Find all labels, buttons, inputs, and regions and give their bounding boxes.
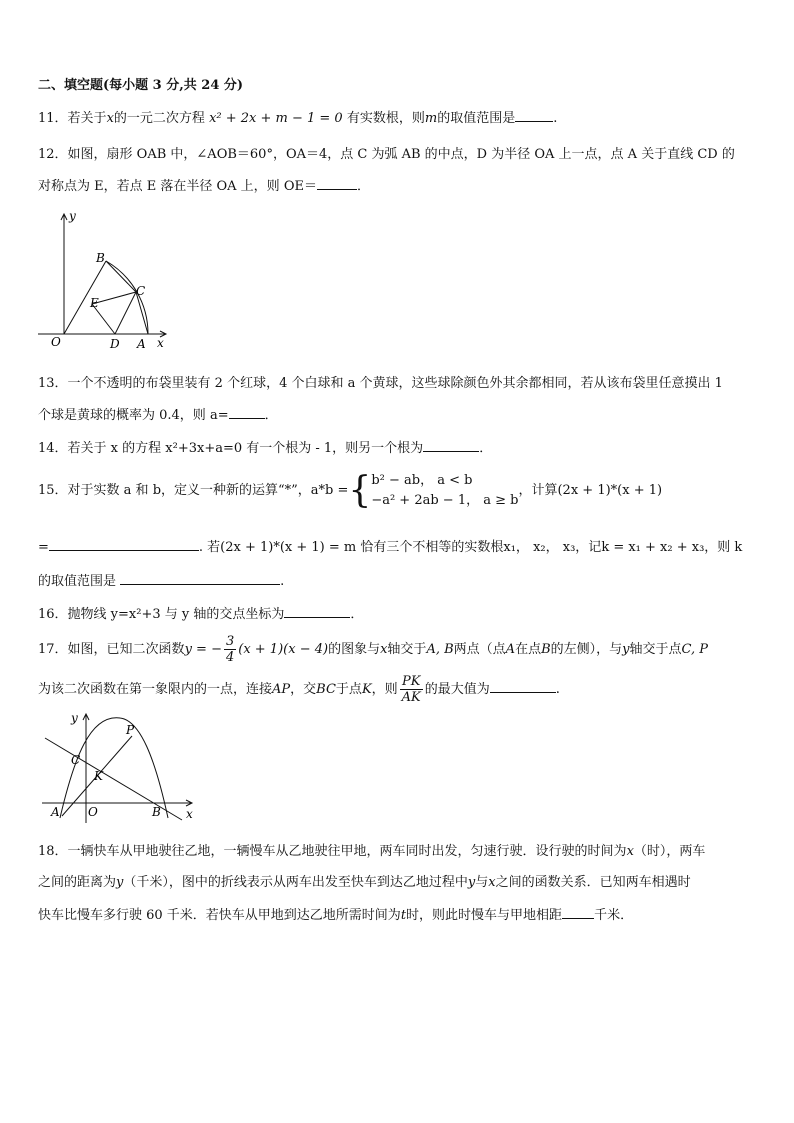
question-16: 16．抛物线 y=x²+3 与 y 轴的交点坐标为 ． (38, 603, 363, 625)
answer-blank-14[interactable] (423, 437, 479, 452)
segment-cd (115, 292, 136, 334)
question-13-line2: 个球是黄球的概率为 0.4，则 a= ． (38, 404, 278, 426)
question-18-line3: 快车比慢车多行驶 60 千米．若快车从甲地到达乙地所需时间为t时，则此时慢车与甲地相距 千米． (38, 904, 633, 926)
label-c: C (71, 753, 81, 767)
label-e: E (90, 296, 99, 310)
question-12-line2: 对称点为 E，若点 E 落在半径 OA 上，则 OE＝ ． (38, 175, 370, 197)
segment-bc (106, 261, 136, 292)
question-14: 14．若关于 x 的方程 x²+3x+a=0 有一个根为 - 1，则另一个根为 ． (38, 437, 492, 459)
label-d: D (110, 337, 120, 351)
answer-blank-13[interactable] (229, 404, 265, 419)
answer-blank-12[interactable] (317, 175, 357, 190)
label-y: y (69, 209, 76, 223)
section-title: 二、填空题(每小题 3 分,共 24 分) (38, 78, 244, 93)
label-o: O (51, 335, 61, 349)
figure-sector (36, 206, 176, 356)
answer-blank-16[interactable] (284, 603, 350, 618)
question-17-line2: 为该二次函数在第一象限内的一点，连接AP，交BC于点K，则 $\frac{PK}{AK}$ 的最大值为 . (38, 674, 560, 705)
question-15: 15．对于实数 a 和 b，定义一种新的运算“*”，a*b ={ b² − ab， a < b −a² + 2ab − 1， a ≥ b ，计算(2x + 1)*(x + 1) (38, 469, 663, 511)
label-o: O (88, 805, 98, 819)
line-bc (45, 738, 182, 820)
case-brace: { (348, 469, 372, 511)
radius-ob (64, 261, 106, 334)
question-13: 13．一个不透明的布袋里装有 2 个红球，4 个白球和 a 个黄球，这些球除颜色外其余都相同，若从该布袋里任意摸出 1 (38, 376, 723, 391)
answer-blank-15b[interactable] (120, 570, 280, 585)
question-12: 12．如图，扇形 OAB 中，∠AOB＝60°，OA＝4，点 C 为弧 AB 的中点，D 为半径 OA 上一点，点 A 关于直线 CD 的 (38, 147, 735, 162)
q11-equation: x² + 2x + m − 1 = 0 (209, 111, 343, 126)
label-x: x (157, 336, 164, 350)
question-18: 18．一辆快车从甲地驶往乙地，一辆慢车从乙地驶往甲地，两车同时出发，匀速行驶．设行驶的时间为x（时），两车 (38, 844, 706, 859)
answer-blank-18[interactable] (562, 904, 594, 919)
segment-ca (136, 292, 148, 334)
question-15-line2: = . 若(2x + 1)*(x + 1) = m 恰有三个不相等的实数根x₁， x₂， x₃，记k = x₁ + x₂ + x₃，则 k (38, 536, 742, 558)
label-y: y (71, 711, 78, 725)
label-k: K (94, 769, 103, 783)
label-x: x (186, 807, 193, 821)
label-p: P (126, 723, 135, 737)
question-18-line2: 之间的距离为y（千米），图中的折线表示从两车出发至快车到达乙地过程中y与x之间的函数关系．已知两车相遇时 (38, 875, 691, 890)
answer-blank-17[interactable] (490, 678, 556, 693)
case-definition: b² − ab， a < b −a² + 2ab − 1， a ≥ b (371, 472, 519, 508)
answer-blank-11[interactable] (515, 107, 553, 122)
fraction-pk-ak: $\frac{PK}{AK}$ (401, 674, 421, 705)
label-b: B (96, 251, 105, 265)
label-a: A (51, 805, 60, 819)
label-a: A (137, 337, 146, 351)
figure-parabola (40, 708, 200, 830)
answer-blank-15a[interactable] (49, 536, 199, 551)
label-b: B (152, 805, 161, 819)
label-c: C (136, 284, 146, 298)
fraction-3-4: $\frac{3}{4}$ (225, 634, 235, 665)
question-17: 17．如图，已知二次函数y = − $\frac{3}{4}$ (x + 1)(x − 4)的图象与x轴交于A, B两点（点A在点B的左侧），与y轴交于点C, P (38, 634, 709, 665)
question-15-line3: 的取值范围是 . (38, 570, 284, 592)
q15-expression: (2x + 1)*(x + 1) (557, 483, 663, 498)
question-11: 11．若关于x的一元二次方程 x² + 2x + m − 1 = 0 有实数根，则m的取值范围是 . (38, 107, 557, 129)
